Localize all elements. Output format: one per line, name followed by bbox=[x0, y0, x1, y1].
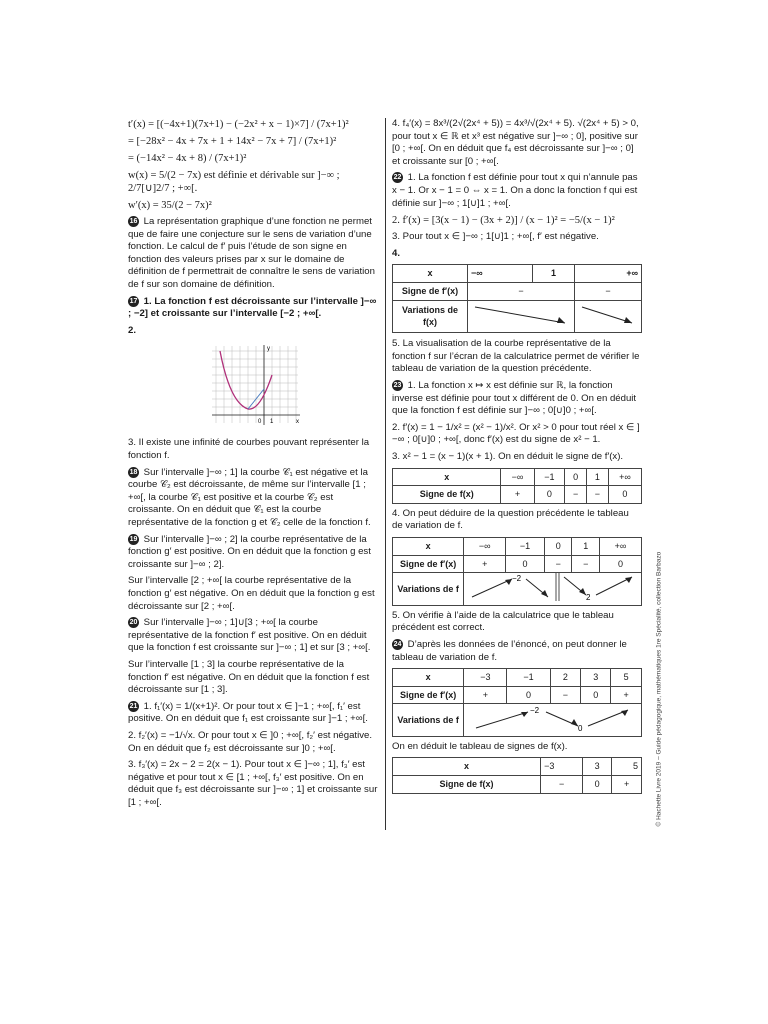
x-axis-label: x bbox=[296, 419, 299, 426]
formula-t-step3: = (−14x² − 4x + 8) / (7x+1)² bbox=[128, 153, 247, 164]
table-header: 5 bbox=[611, 669, 642, 687]
local-min-label: 2 bbox=[585, 593, 591, 602]
row-label: Variations de f bbox=[393, 573, 464, 606]
exercise-23 bbox=[392, 380, 642, 418]
table-header: 1 bbox=[533, 265, 575, 283]
exercise-17 bbox=[128, 296, 380, 321]
local-min-label: 0 bbox=[577, 724, 583, 733]
table-header: 5 bbox=[612, 758, 642, 776]
exercise-number: 22 bbox=[393, 174, 402, 182]
exercise-16-text: La représentation graphique d’une fonction ne permet que de faire une conjecture sur le sens de variation d’une fonction. Le calcul de f′ puis l’étude de son signe en fonction des valeurs prises par x sur le domaine de définition de f permettrait de connaître le sens de variation de f sur son domaine de définition. bbox=[128, 216, 375, 290]
exercise-20-text-a: Sur l’intervalle ]−∞ ; 1]∪[3 ; +∞[ la courbe représentative de la fonction f′ est positive. On en déduit que la fonction f est croissante sur ]−∞ ; 1] et sur [3 ; +∞[. bbox=[128, 617, 371, 654]
variation-cell bbox=[464, 573, 642, 606]
function-graph bbox=[208, 341, 304, 431]
table-header: 0 bbox=[565, 468, 587, 486]
exercise-number: 20 bbox=[129, 619, 138, 627]
variation-table-22 bbox=[392, 264, 642, 333]
sign-cell: + bbox=[611, 686, 642, 704]
exercise-18-text: Sur l’intervalle ]−∞ ; 1] la courbe 𝒞₁ est négative et la courbe 𝒞₂ est décroissante, de même sur l’intervalle [1 ; +∞[, la courbe 𝒞₁ est positive et la courbe 𝒞₂ est croissante. On en déduit que 𝒞₁ est la courbe représentative de la fonction g et 𝒞₂ celle de la fonction f. bbox=[128, 466, 371, 528]
table-header: x bbox=[393, 468, 501, 486]
exercise-number: 23 bbox=[393, 381, 402, 389]
y-axis-label: y bbox=[267, 346, 270, 353]
exercise-17-q3: 3. Il existe une infinité de courbes pouvant représenter la fonction f. bbox=[128, 437, 370, 461]
exercise-18 bbox=[128, 467, 380, 530]
sign-cell: + bbox=[464, 555, 506, 573]
copyright-note bbox=[652, 540, 666, 830]
exercise-22-q5: 5. La visualisation de la courbe représentative de la fonction f sur l’écran de la calculatrice permet de vérifier le tableau de variation de la question précédente. bbox=[392, 338, 640, 375]
variation-cell bbox=[468, 300, 575, 333]
table-header: x bbox=[393, 669, 464, 687]
variation-cell bbox=[464, 704, 642, 737]
sign-cell: + bbox=[464, 686, 507, 704]
exercise-24 bbox=[392, 639, 642, 664]
sign-cell: + bbox=[501, 486, 534, 504]
table-header: 1 bbox=[587, 468, 609, 486]
exercise-20-text-b: Sur l’intervalle [1 ; 3] la courbe représentative de la fonction f′ est négative. On en déduit que la fonction f est décroissante sur [1 ; 3]. bbox=[128, 659, 370, 696]
exercise-20 bbox=[128, 617, 380, 655]
right-column bbox=[392, 118, 642, 794]
formula-w: w(x) = 5/(2 − 7x) est définie et dérivable sur ]−∞ ; 2/7[∪]2/7 ; +∞[. bbox=[128, 170, 340, 194]
sign-cell: − bbox=[544, 555, 572, 573]
table-header: 1 bbox=[572, 537, 600, 555]
exercise-23-q1: 1. La fonction x ↦ x est définie sur ℝ, la fonction inverse est définie pour tout x différent de 0. On en déduit que la fonction f est définie sur ]−∞ ; 0[∪]0 ; +∞[. bbox=[392, 379, 637, 417]
exercise-24-conclusion: On en déduit le tableau de signes de f(x). bbox=[392, 740, 568, 752]
variation-table-24 bbox=[392, 668, 642, 737]
row-label: Signe de f′(x) bbox=[393, 555, 464, 573]
origin-label: 0 bbox=[258, 419, 262, 426]
table-header: +∞ bbox=[608, 468, 641, 486]
exercise-22-q3: 3. Pour tout x ∈ ]−∞ ; 1[∪]1 ; +∞[, f′ est négative. bbox=[392, 231, 599, 243]
exercise-17-q2: 2. bbox=[128, 324, 137, 336]
table-header: −1 bbox=[506, 537, 545, 555]
sign-cell: − bbox=[565, 486, 587, 504]
variation-table-23 bbox=[392, 537, 642, 606]
row-label: Signe de f(x) bbox=[393, 486, 501, 504]
row-label: Variations de f bbox=[393, 704, 464, 737]
exercise-number: 16 bbox=[129, 218, 138, 225]
sign-cell: 0 bbox=[608, 486, 641, 504]
exercise-number: 19 bbox=[129, 535, 138, 543]
table-header: 3 bbox=[581, 669, 611, 687]
exercise-23-q2: 2. f′(x) = 1 − 1/x² = (x² − 1)/x². Or x² > 0 pour tout réel x ∈ ]−∞ ; 0[∪]0 ; +∞[, donc f′(x) est du signe de x² − 1. bbox=[392, 421, 640, 446]
variation-arrows bbox=[468, 704, 638, 732]
table-header: −3 bbox=[464, 669, 507, 687]
sign-cell: − bbox=[572, 555, 600, 573]
exercise-17-q1: 1. La fonction f est décroissante sur l’intervalle ]−∞ ; −2] et croissante sur l’intervalle [−2 ; +∞[. bbox=[128, 295, 377, 320]
exercise-number: 18 bbox=[129, 468, 138, 476]
row-label: Variations de f(x) bbox=[393, 300, 468, 333]
table-header: −3 bbox=[541, 758, 583, 776]
exercise-21 bbox=[128, 701, 380, 726]
row-label: Signe de f′(x) bbox=[393, 282, 468, 300]
sign-cell: 0 bbox=[581, 686, 611, 704]
sign-table-23 bbox=[392, 468, 642, 504]
exercise-23-q3: 3. x² − 1 = (x − 1)(x + 1). On en déduit le signe de f′(x). bbox=[392, 450, 624, 462]
exercise-number: 17 bbox=[129, 297, 138, 305]
sign-cell: − bbox=[587, 486, 609, 504]
exercise-21-q4: 4. f₄′(x) = 8x³/(2√(2x⁴ + 5)) = 4x³/√(2x⁴ + 5). √(2x⁴ + 5) > 0, pour tout x ∈ ℝ et x³ est négative sur ]−∞ ; 0], positive sur [0 ; +∞[. On en déduit que f₄ est décroissante sur ]−∞ ; 0] et croissante sur [0 ; +∞[. bbox=[392, 118, 639, 167]
sign-cell: − bbox=[541, 776, 583, 794]
unit-label: 1 bbox=[270, 419, 274, 426]
formula-t-prime: t′(x) = [(−4x+1)(7x+1) − (−2x² + x − 1)×7] / (7x+1)² bbox=[128, 119, 349, 130]
exercise-16 bbox=[128, 216, 380, 292]
sign-cell: 0 bbox=[583, 776, 612, 794]
exercise-22 bbox=[392, 172, 642, 210]
table-header: +∞ bbox=[600, 537, 642, 555]
exercise-21-q2: 2. f₂′(x) = −1/√x. Or pour tout x ∈ ]0 ; +∞[, f₂′ est négative. On en déduit que f₂ est décroissante sur ]0 ; +∞[. bbox=[128, 730, 373, 754]
table-header: x bbox=[393, 265, 468, 283]
exercise-21-q3: 3. f₃′(x) = 2x − 2 = 2(x − 1). Pour tout x ∈ ]−∞ ; 1], f₃′ est négative et pour tout x ∈ [1 ; +∞[, f₃′ est positive. On en déduit que f₃ est décroissante sur ]−∞ ; 1] et croissante sur [1 ; +∞[. bbox=[128, 759, 378, 808]
exercise-24-intro: D’après les données de l’énoncé, on peut donner le tableau de variation de f. bbox=[392, 638, 627, 663]
column-divider bbox=[385, 118, 386, 830]
exercise-22-q2: 2. f′(x) = [3(x − 1) − (3x + 2)] / (x − 1)² = −5/(x − 1)² bbox=[392, 215, 615, 227]
exercise-19-text-a: Sur l’intervalle ]−∞ ; 2] la courbe représentative de la fonction g′ est positive. On en déduit que la fonction g est croissante sur ]−∞ ; 2]. bbox=[128, 533, 371, 570]
row-label: Signe de f′(x) bbox=[393, 686, 464, 704]
table-header: +∞ bbox=[575, 265, 642, 283]
row-label: Signe de f(x) bbox=[393, 776, 541, 794]
sign-cell: 0 bbox=[507, 686, 550, 704]
exercise-22-q1: 1. La fonction f est définie pour tout x qui n’annule pas x − 1. Or x − 1 = 0 ⇔ x = 1. On a donc la fonction f qui est définie sur ]−∞ ; 1[∪]1 ; +∞[. bbox=[392, 172, 638, 209]
sign-cell: + bbox=[612, 776, 642, 794]
table-header: 3 bbox=[583, 758, 612, 776]
exercise-23-q5: 5. On vérifie à l’aide de la calculatrice que le tableau précédent est correct. bbox=[392, 609, 614, 634]
left-column bbox=[128, 118, 380, 814]
variation-cell bbox=[575, 300, 642, 333]
table-header: −1 bbox=[534, 468, 565, 486]
exercise-number: 24 bbox=[393, 640, 402, 648]
table-header: x bbox=[393, 537, 464, 555]
formula-w-prime: w′(x) = 35/(2 − 7x)² bbox=[128, 200, 212, 211]
table-header: x bbox=[393, 758, 541, 776]
copyright-text: © Hachette Livre 2019 – Guide pédagogique, mathématiques 1re Spécialité, collection Barbazo bbox=[655, 551, 663, 827]
exercise-19-text-b: Sur l’intervalle [2 ; +∞[ la courbe représentative de la fonction g′ est négative. On en déduit que la fonction g est décroissante sur [2 ; +∞[. bbox=[128, 575, 375, 612]
local-max-label: −2 bbox=[529, 706, 539, 716]
exercise-19 bbox=[128, 534, 380, 572]
sign-cell: 0 bbox=[534, 486, 565, 504]
table-header: −∞ bbox=[468, 265, 533, 283]
sign-cell: 0 bbox=[506, 555, 545, 573]
sign-cell: − bbox=[575, 282, 642, 300]
exercise-number: 21 bbox=[129, 702, 138, 710]
formula-t-step2: = [−28x² − 4x + 7x + 1 + 14x² − 7x + 7] / (7x+1)² bbox=[128, 136, 337, 147]
sign-table-24 bbox=[392, 757, 642, 793]
decreasing-arrow bbox=[471, 303, 571, 327]
exercise-23-q4: 4. On peut déduire de la question précédente le tableau de variation de f. bbox=[392, 507, 629, 532]
exercise-21-q1: 1. f₁′(x) = 1/(x+1)². Or pour tout x ∈ ]−1 ; +∞[, f₁′ est positive. On en déduit que f₁ est croissante sur ]−1 ; +∞[. bbox=[128, 700, 368, 725]
table-header: 2 bbox=[550, 669, 581, 687]
decreasing-arrow bbox=[578, 303, 638, 327]
variation-arrows bbox=[468, 573, 638, 601]
sign-cell: − bbox=[550, 686, 581, 704]
table-header: −1 bbox=[507, 669, 550, 687]
sign-cell: − bbox=[468, 282, 575, 300]
sign-cell: 0 bbox=[600, 555, 642, 573]
exercise-22-q4: 4. bbox=[392, 247, 401, 259]
table-header: −∞ bbox=[501, 468, 534, 486]
table-header: 0 bbox=[544, 537, 572, 555]
table-header: −∞ bbox=[464, 537, 506, 555]
local-max-label: −2 bbox=[511, 574, 521, 584]
